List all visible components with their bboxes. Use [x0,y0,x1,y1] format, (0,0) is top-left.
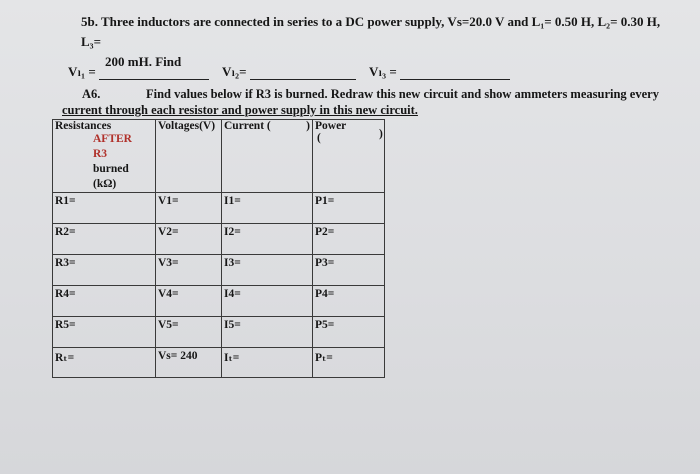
problem-a6-tag: A6. [82,87,101,101]
cell-v2-label: V2= [158,226,179,238]
header-current [222,120,313,193]
cell-i3-label: I3= [224,257,241,269]
cell-i2-label: I2= [224,226,241,238]
table-row [53,193,385,224]
cell-i2[interactable] [222,224,313,255]
table-row [53,286,385,317]
cell-r4[interactable] [53,286,156,317]
cell-p5[interactable] [313,317,385,348]
cell-r5[interactable] [53,317,156,348]
cell-v3[interactable] [156,255,222,286]
cell-pt[interactable] [313,348,385,378]
header-power-open: ( [317,132,321,144]
cell-i5-label: I5= [224,319,241,331]
cell-vs[interactable] [156,348,222,378]
table-row [53,224,385,255]
problem-a6-line2: current through each resistor and power supply in this new circuit. [62,103,418,117]
answer-table [52,119,385,378]
cell-r2[interactable] [53,224,156,255]
header-resistances [53,120,156,193]
cell-p2-label: P2= [315,226,335,238]
problem-5b-line1: 5b. Three inductors are connected in series to a DC power supply, Vs=20.0 V and L₁= 0.50 H, L₂= 0.30 H, L₃= [81,14,661,49]
cell-p5-label: P5= [315,319,335,331]
cell-p4-label: P4= [315,288,335,300]
cell-p2[interactable] [313,224,385,255]
problem-5b-line2: 200 mH. Find [105,54,182,69]
cell-i4[interactable] [222,286,313,317]
vl1-blank[interactable] [99,66,209,80]
cell-r3[interactable] [53,255,156,286]
problem-a6 [62,86,682,118]
cell-rt-label: Rₜ= [55,352,75,364]
vl3-answer [369,64,510,80]
header-current-label: Current ( [224,120,271,132]
cell-rt[interactable] [53,348,156,378]
header-after: AFTER [93,133,132,145]
cell-i3[interactable] [222,255,313,286]
cell-v3-label: V3= [158,257,179,269]
cell-it[interactable] [222,348,313,378]
table-row [53,348,385,378]
cell-i1-label: I1= [224,195,241,207]
problem-a6-line1: Find values below if R3 is burned. Redraw this new circuit and show ammeters measuring every [146,87,659,101]
cell-v2[interactable] [156,224,222,255]
cell-v5[interactable] [156,317,222,348]
cell-p1[interactable] [313,193,385,224]
cell-pt-label: Pₜ= [315,352,333,364]
cell-v4[interactable] [156,286,222,317]
cell-r5-label: R5= [55,319,76,331]
vl3-label: Vₗ₃ = [369,64,397,79]
cell-r1[interactable] [53,193,156,224]
header-power [313,120,385,193]
header-voltages [156,120,222,193]
cell-p3[interactable] [313,255,385,286]
header-burned: burned [93,163,129,175]
cell-r1-label: R1= [55,195,76,207]
header-power-close: ) [379,128,383,140]
cell-v5-label: V5= [158,319,179,331]
cell-i1[interactable] [222,193,313,224]
cell-r3-label: R3= [55,257,76,269]
cell-p3-label: P3= [315,257,335,269]
header-unit: (kΩ) [93,178,117,190]
cell-vs-label: Vs= 240 [158,350,198,362]
header-r3: R3 [93,148,108,160]
cell-v1[interactable] [156,193,222,224]
cell-p4[interactable] [313,286,385,317]
table-row [53,317,385,348]
cell-r4-label: R4= [55,288,76,300]
vl2-blank[interactable] [250,66,356,80]
vl2-answer [222,64,356,80]
table-header-row [53,120,385,193]
table-row [53,255,385,286]
vl1-label: Vₗ₁ = [68,64,96,79]
header-current-close: ) [306,120,310,132]
cell-i5[interactable] [222,317,313,348]
vl1-answer [68,64,209,80]
cell-r2-label: R2= [55,226,76,238]
cell-it-label: Iₜ= [224,352,240,364]
cell-v1-label: V1= [158,195,179,207]
cell-p1-label: P1= [315,195,335,207]
problem-5b [81,12,681,72]
vl2-label: Vₗ₂= [222,64,247,79]
header-voltages-label: Voltages(V) [158,120,216,132]
vl3-blank[interactable] [400,66,510,80]
cell-v4-label: V4= [158,288,179,300]
cell-i4-label: I4= [224,288,241,300]
header-resistances-label: Resistances [55,120,112,132]
header-power-label: Power [315,120,347,132]
